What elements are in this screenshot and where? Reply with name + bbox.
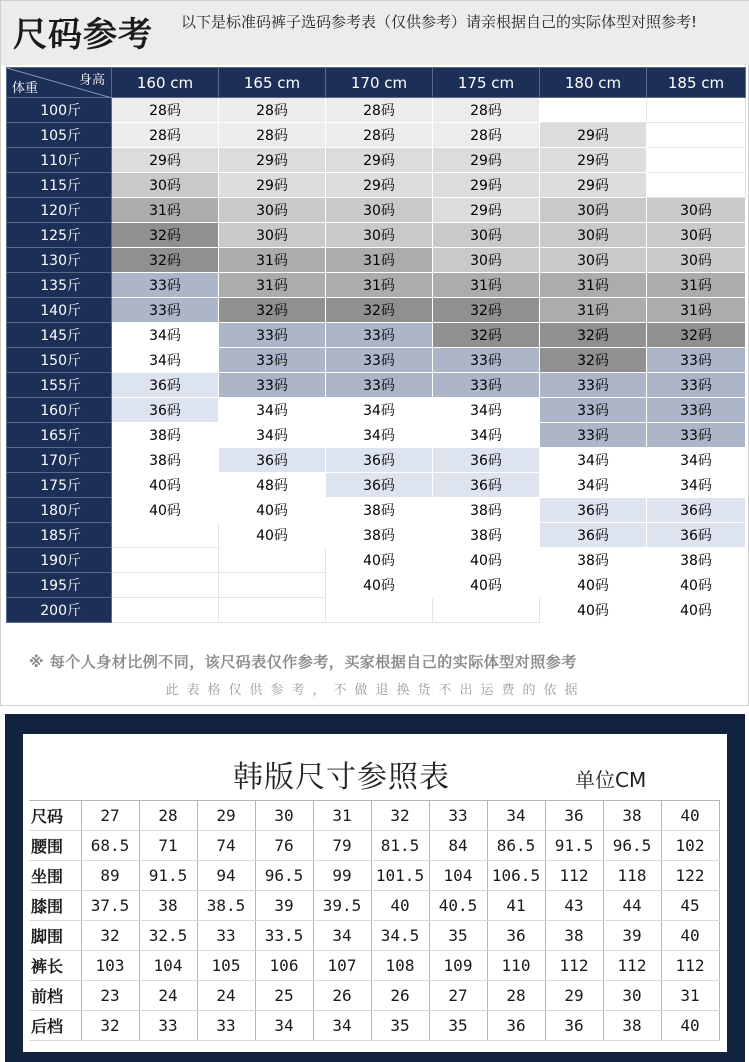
size-cell: 38码 [647, 548, 746, 573]
size-cell: 31码 [433, 273, 540, 298]
reference-value-cell: 29 [545, 981, 603, 1011]
size-cell: 40码 [540, 598, 647, 623]
size-cell: 32码 [112, 248, 219, 273]
reference-value-cell: 101.5 [371, 861, 429, 891]
reference-value-cell: 40 [371, 891, 429, 921]
reference-value-cell: 40 [661, 801, 719, 831]
reference-table-body [29, 801, 719, 1041]
reference-value-cell: 28 [487, 981, 545, 1011]
size-cell: 31码 [112, 198, 219, 223]
reference-value-cell: 32 [81, 1011, 139, 1041]
size-cell: 29码 [540, 123, 647, 148]
size-cell: 30码 [219, 223, 326, 248]
reference-value-cell: 76 [255, 831, 313, 861]
size-cell: 34码 [326, 398, 433, 423]
table-row [7, 573, 746, 598]
size-cell [647, 173, 746, 198]
size-cell [112, 548, 219, 573]
reference-value-cell: 94 [197, 861, 255, 891]
size-cell: 30码 [540, 248, 647, 273]
reference-value-cell: 31 [313, 801, 371, 831]
size-cell: 34码 [647, 448, 746, 473]
reference-value-cell: 38 [603, 1011, 661, 1041]
size-cell: 29码 [219, 148, 326, 173]
size-cell: 33码 [219, 323, 326, 348]
reference-value-cell: 35 [371, 1011, 429, 1041]
reference-value-cell: 81.5 [371, 831, 429, 861]
weight-label-cell: 105斤 [7, 123, 112, 148]
size-cell [647, 98, 746, 123]
size-cell: 36码 [540, 523, 647, 548]
reference-value-cell: 34 [313, 1011, 371, 1041]
size-cell: 30码 [540, 223, 647, 248]
reference-value-cell: 36 [487, 921, 545, 951]
reference-value-cell: 24 [197, 981, 255, 1011]
size-cell: 29码 [433, 198, 540, 223]
reference-value-cell: 23 [81, 981, 139, 1011]
size-cell: 28码 [326, 98, 433, 123]
size-cell: 33码 [112, 298, 219, 323]
reference-value-cell: 106.5 [487, 861, 545, 891]
size-cell: 29码 [326, 148, 433, 173]
table-corner-cell [7, 68, 112, 98]
size-cell: 30码 [219, 198, 326, 223]
korean-size-reference-section [5, 714, 745, 1062]
weight-label-cell: 200斤 [7, 598, 112, 623]
table-row [29, 861, 719, 891]
reference-value-cell: 38.5 [197, 891, 255, 921]
size-cell: 28码 [433, 123, 540, 148]
size-cell: 40码 [326, 573, 433, 598]
size-cell: 33码 [540, 373, 647, 398]
reference-value-cell: 33 [139, 1011, 197, 1041]
size-cell: 40码 [433, 573, 540, 598]
size-cell: 34码 [326, 423, 433, 448]
size-cell: 40码 [647, 598, 746, 623]
weight-label-cell: 100斤 [7, 98, 112, 123]
reference-value-cell: 71 [139, 831, 197, 861]
height-header-cell: 160 cm [112, 68, 219, 98]
size-cell: 36码 [112, 373, 219, 398]
size-cell [112, 523, 219, 548]
height-header-cell: 170 cm [326, 68, 433, 98]
reference-value-cell: 99 [313, 861, 371, 891]
size-cell: 36码 [112, 398, 219, 423]
reference-value-cell: 122 [661, 861, 719, 891]
reference-panel [23, 734, 727, 1052]
table-row [29, 951, 719, 981]
size-cell: 40码 [219, 523, 326, 548]
corner-weight-label: 体重 [12, 81, 39, 96]
reference-value-cell: 112 [603, 951, 661, 981]
reference-value-cell: 34.5 [371, 921, 429, 951]
size-cell: 34码 [219, 398, 326, 423]
size-cell: 29码 [326, 173, 433, 198]
size-cell: 33码 [433, 373, 540, 398]
size-cell: 38码 [326, 498, 433, 523]
table-row [29, 1011, 719, 1041]
reference-value-cell: 89 [81, 861, 139, 891]
size-cell: 38码 [540, 548, 647, 573]
size-cell: 30码 [433, 248, 540, 273]
size-cell [112, 598, 219, 623]
table-row [7, 473, 746, 498]
size-cell: 28码 [112, 123, 219, 148]
reference-value-cell: 102 [661, 831, 719, 861]
size-cell: 30码 [647, 223, 746, 248]
reference-value-cell: 103 [81, 951, 139, 981]
size-cell: 31码 [540, 298, 647, 323]
size-cell: 38码 [433, 498, 540, 523]
size-cell: 34码 [540, 448, 647, 473]
table-row [7, 198, 746, 223]
reference-value-cell: 36 [545, 801, 603, 831]
size-cell: 32码 [540, 323, 647, 348]
size-cell: 40码 [326, 548, 433, 573]
size-cell: 33码 [219, 348, 326, 373]
weight-label-cell: 155斤 [7, 373, 112, 398]
size-cell: 30码 [647, 198, 746, 223]
reference-value-cell: 91.5 [139, 861, 197, 891]
size-cell: 32码 [326, 298, 433, 323]
size-cell: 31码 [326, 273, 433, 298]
size-cell: 31码 [540, 273, 647, 298]
size-cell: 33码 [219, 373, 326, 398]
size-chart-body [7, 98, 746, 623]
size-cell: 29码 [540, 148, 647, 173]
size-cell: 34码 [647, 473, 746, 498]
table-row [7, 123, 746, 148]
reference-value-cell: 104 [139, 951, 197, 981]
height-header-cell: 180 cm [540, 68, 647, 98]
table-row [7, 348, 746, 373]
reference-value-cell: 112 [545, 861, 603, 891]
size-cell: 34码 [540, 473, 647, 498]
reference-value-cell: 40.5 [429, 891, 487, 921]
reference-row-label: 腰围 [29, 831, 81, 861]
size-cell [219, 573, 326, 598]
size-cell: 28码 [326, 123, 433, 148]
reference-value-cell: 40 [661, 1011, 719, 1041]
table-row [7, 298, 746, 323]
reference-value-cell: 30 [603, 981, 661, 1011]
size-cell: 34码 [112, 323, 219, 348]
weight-label-cell: 110斤 [7, 148, 112, 173]
size-cell: 36码 [326, 473, 433, 498]
height-header-row [7, 68, 746, 98]
reference-value-cell: 43 [545, 891, 603, 921]
reference-value-cell: 36 [545, 1011, 603, 1041]
size-cell: 33码 [326, 323, 433, 348]
reference-value-cell: 34 [313, 921, 371, 951]
size-cell [219, 598, 326, 623]
reference-title: 韩版尺寸参照表 [233, 760, 450, 795]
weight-label-cell: 135斤 [7, 273, 112, 298]
reference-value-cell: 68.5 [81, 831, 139, 861]
size-cell: 33码 [647, 398, 746, 423]
table-row [7, 173, 746, 198]
reference-value-cell: 35 [429, 921, 487, 951]
size-cell: 28码 [433, 98, 540, 123]
reference-value-cell: 96.5 [255, 861, 313, 891]
size-cell: 31码 [219, 248, 326, 273]
reference-value-cell: 91.5 [545, 831, 603, 861]
reference-value-cell: 25 [255, 981, 313, 1011]
size-cell: 34码 [433, 398, 540, 423]
size-cell: 38码 [433, 523, 540, 548]
reference-value-cell: 106 [255, 951, 313, 981]
size-cell: 29码 [219, 173, 326, 198]
size-cell: 36码 [540, 498, 647, 523]
reference-value-cell: 107 [313, 951, 371, 981]
reference-row-label: 后档 [29, 1011, 81, 1041]
size-cell: 30码 [326, 223, 433, 248]
reference-value-cell: 33 [197, 1011, 255, 1041]
size-cell: 31码 [647, 273, 746, 298]
size-cell [326, 598, 433, 623]
reference-value-cell: 112 [661, 951, 719, 981]
reference-value-cell: 104 [429, 861, 487, 891]
table-row [7, 98, 746, 123]
reference-value-cell: 74 [197, 831, 255, 861]
header-note: 以下是标准码裤子选码参考表（仅供参考）请亲根据自己的实际体型对照参考! [181, 13, 698, 31]
reference-row-label: 膝围 [29, 891, 81, 921]
reference-row-label: 脚围 [29, 921, 81, 951]
table-row [7, 223, 746, 248]
table-row [7, 498, 746, 523]
size-cell: 33码 [540, 423, 647, 448]
table-row [7, 398, 746, 423]
reference-value-cell: 79 [313, 831, 371, 861]
size-cell: 36码 [433, 448, 540, 473]
reference-value-cell: 32 [81, 921, 139, 951]
weight-label-cell: 115斤 [7, 173, 112, 198]
size-cell: 40码 [219, 498, 326, 523]
size-cell [540, 98, 647, 123]
size-cell [647, 123, 746, 148]
size-cell: 34码 [219, 423, 326, 448]
reference-value-cell: 105 [197, 951, 255, 981]
size-cell: 33码 [326, 348, 433, 373]
size-cell: 32码 [219, 298, 326, 323]
weight-label-cell: 175斤 [7, 473, 112, 498]
size-cell: 29码 [540, 173, 647, 198]
reference-value-cell: 26 [371, 981, 429, 1011]
size-cell: 36码 [433, 473, 540, 498]
reference-value-cell: 96.5 [603, 831, 661, 861]
size-cell: 31码 [326, 248, 433, 273]
reference-value-cell: 37.5 [81, 891, 139, 921]
table-row [7, 423, 746, 448]
reference-value-cell: 29 [197, 801, 255, 831]
table-row [7, 523, 746, 548]
size-cell: 33码 [647, 348, 746, 373]
size-cell [647, 148, 746, 173]
reference-value-cell: 35 [429, 1011, 487, 1041]
weight-label-cell: 145斤 [7, 323, 112, 348]
table-row [29, 891, 719, 921]
size-cell: 32码 [647, 323, 746, 348]
size-cell: 38码 [112, 423, 219, 448]
size-cell: 29码 [112, 148, 219, 173]
size-cell [112, 573, 219, 598]
size-cell: 30码 [647, 248, 746, 273]
size-cell: 40码 [540, 573, 647, 598]
reference-value-cell: 27 [429, 981, 487, 1011]
size-cell: 34码 [112, 348, 219, 373]
table-row [7, 548, 746, 573]
weight-label-cell: 125斤 [7, 223, 112, 248]
reference-value-cell: 26 [313, 981, 371, 1011]
size-cell: 40码 [112, 498, 219, 523]
reference-value-cell: 34 [255, 1011, 313, 1041]
reference-value-cell: 33 [429, 801, 487, 831]
size-cell: 28码 [219, 123, 326, 148]
height-header-cell: 185 cm [647, 68, 746, 98]
weight-label-cell: 160斤 [7, 398, 112, 423]
size-cell: 31码 [219, 273, 326, 298]
reference-value-cell: 39 [603, 921, 661, 951]
reference-value-cell: 44 [603, 891, 661, 921]
reference-value-cell: 38 [545, 921, 603, 951]
reference-row-label: 尺码 [29, 801, 81, 831]
reference-value-cell: 32 [371, 801, 429, 831]
weight-label-cell: 140斤 [7, 298, 112, 323]
reference-value-cell: 30 [255, 801, 313, 831]
reference-value-cell: 112 [545, 951, 603, 981]
sub-disclaimer-text: 此表格仅供参考，不做退换货不出运费的依据 [165, 683, 586, 698]
size-cell [219, 548, 326, 573]
reference-value-cell: 118 [603, 861, 661, 891]
size-cell: 40码 [647, 573, 746, 598]
table-row [29, 981, 719, 1011]
weight-label-cell: 185斤 [7, 523, 112, 548]
size-cell: 36码 [326, 448, 433, 473]
size-cell: 40码 [112, 473, 219, 498]
weight-label-cell: 165斤 [7, 423, 112, 448]
reference-value-cell: 86.5 [487, 831, 545, 861]
table-row [7, 598, 746, 623]
size-cell: 28码 [112, 98, 219, 123]
size-cell: 30码 [112, 173, 219, 198]
reference-value-cell: 40 [661, 921, 719, 951]
reference-value-cell: 109 [429, 951, 487, 981]
size-cell: 33码 [647, 373, 746, 398]
reference-value-cell: 39 [255, 891, 313, 921]
size-cell: 33码 [540, 398, 647, 423]
weight-label-cell: 170斤 [7, 448, 112, 473]
size-cell: 40码 [433, 548, 540, 573]
table-row [7, 373, 746, 398]
table-row [7, 448, 746, 473]
size-cell: 30码 [433, 223, 540, 248]
size-cell: 36码 [219, 448, 326, 473]
header-bar [1, 1, 749, 65]
size-cell: 29码 [433, 148, 540, 173]
height-header-cell: 165 cm [219, 68, 326, 98]
reference-row-label: 裤长 [29, 951, 81, 981]
weight-label-cell: 180斤 [7, 498, 112, 523]
size-cell: 33码 [326, 373, 433, 398]
size-cell: 30码 [540, 198, 647, 223]
size-chart-table [6, 67, 746, 623]
reference-value-cell: 108 [371, 951, 429, 981]
table-row [29, 801, 719, 831]
reference-value-cell: 45 [661, 891, 719, 921]
weight-label-cell: 150斤 [7, 348, 112, 373]
reference-table [29, 800, 720, 1041]
reference-value-cell: 28 [139, 801, 197, 831]
size-cell: 36码 [647, 498, 746, 523]
reference-value-cell: 38 [603, 801, 661, 831]
reference-value-cell: 33 [197, 921, 255, 951]
table-row [29, 831, 719, 861]
reference-row-label: 前档 [29, 981, 81, 1011]
size-cell: 29码 [433, 173, 540, 198]
size-cell: 31码 [647, 298, 746, 323]
reference-value-cell: 39.5 [313, 891, 371, 921]
table-row [29, 921, 719, 951]
reference-unit: 单位CM [575, 768, 647, 792]
weight-label-cell: 130斤 [7, 248, 112, 273]
page-title: 尺码参考 [13, 15, 153, 55]
size-cell: 33码 [433, 348, 540, 373]
size-cell: 32码 [540, 348, 647, 373]
size-cell: 38码 [112, 448, 219, 473]
size-cell: 38码 [326, 523, 433, 548]
table-row [7, 248, 746, 273]
size-cell: 36码 [647, 523, 746, 548]
weight-label-cell: 120斤 [7, 198, 112, 223]
size-cell: 34码 [433, 423, 540, 448]
size-cell [433, 598, 540, 623]
reference-value-cell: 84 [429, 831, 487, 861]
size-cell: 33码 [112, 273, 219, 298]
reference-value-cell: 24 [139, 981, 197, 1011]
weight-label-cell: 195斤 [7, 573, 112, 598]
table-row [7, 273, 746, 298]
reference-value-cell: 110 [487, 951, 545, 981]
table-row [7, 148, 746, 173]
reference-value-cell: 31 [661, 981, 719, 1011]
reference-value-cell: 34 [487, 801, 545, 831]
table-row [7, 323, 746, 348]
reference-value-cell: 32.5 [139, 921, 197, 951]
size-cell: 30码 [326, 198, 433, 223]
height-header-cell: 175 cm [433, 68, 540, 98]
reference-value-cell: 41 [487, 891, 545, 921]
size-cell: 32码 [112, 223, 219, 248]
reference-value-cell: 33.5 [255, 921, 313, 951]
size-cell: 33码 [647, 423, 746, 448]
weight-label-cell: 190斤 [7, 548, 112, 573]
size-cell: 32码 [433, 298, 540, 323]
reference-value-cell: 38 [139, 891, 197, 921]
size-cell: 28码 [219, 98, 326, 123]
reference-row-label: 坐围 [29, 861, 81, 891]
reference-value-cell: 36 [487, 1011, 545, 1041]
disclaimer-text: ※ 每个人身材比例不同，该尺码表仅作参考，买家根据自己的实际体型对照参考 [29, 653, 577, 671]
size-cell: 48码 [219, 473, 326, 498]
size-cell: 32码 [433, 323, 540, 348]
corner-height-label: 身高 [78, 73, 105, 88]
reference-value-cell: 27 [81, 801, 139, 831]
